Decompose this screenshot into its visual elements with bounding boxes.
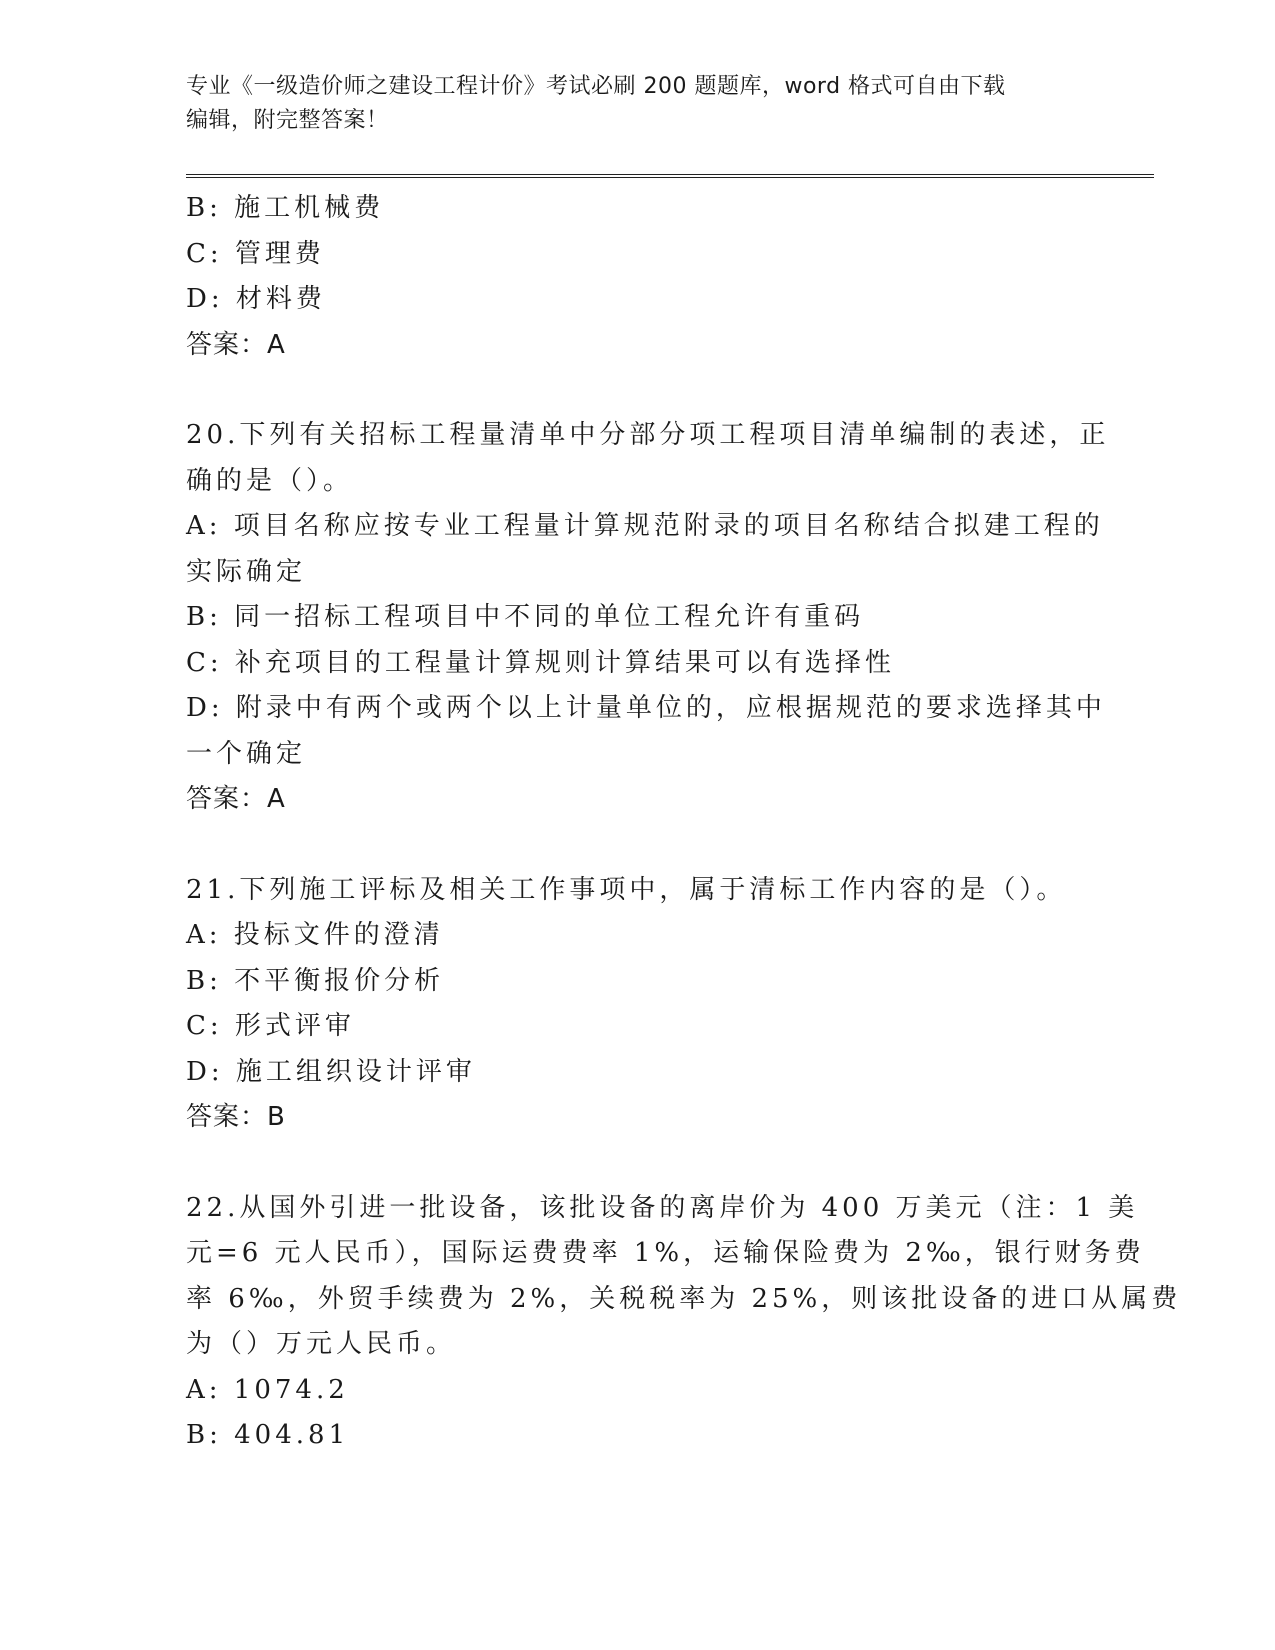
option-d: D: 施工组织设计评审 <box>186 1056 476 1087</box>
option-d: D: 材料费 <box>186 284 326 314</box>
option-b: B: 同一招标工程项目中不同的单位工程允许有重码 <box>186 602 865 632</box>
option-a-continued: 实际确定 <box>186 556 307 587</box>
question-stem: 21.下列施工评标及相关工作事项中，属于清标工作内容的是（）。 <box>186 874 1067 905</box>
spacer <box>186 368 1156 413</box>
header-divider <box>186 174 1154 178</box>
question-stem-continued: 率 6‰，外贸手续费为 2%，关税税率为 25%，则该批设备的进口从属费 <box>186 1283 1182 1314</box>
spacer <box>186 823 1156 868</box>
option-a: A: 投标文件的澄清 <box>186 920 444 950</box>
answer-line <box>186 323 1156 369</box>
previous-question-tail <box>186 186 1156 368</box>
document-page <box>186 70 1182 1459</box>
header-title-line-2: 编辑，附完整答案！ <box>186 108 389 133</box>
answer-value: A <box>267 329 286 360</box>
option-b: B: 不平衡报价分析 <box>186 965 445 996</box>
option-b: B: 404.81 <box>186 1420 350 1450</box>
question-21 <box>186 868 1156 1141</box>
option-d: D: 附录中有两个或两个以上计量单位的，应根据规范的要求选择其中 <box>186 693 1106 723</box>
question-stem: 20.下列有关招标工程量清单中分部分项工程项目清单编制的表述，正 <box>186 420 1110 450</box>
question-stem-continued: 确的是（）。 <box>186 465 354 496</box>
answer-value: B <box>267 1102 286 1132</box>
option-c: C: 补充项目的工程量计算规则计算结果可以有选择性 <box>186 647 895 678</box>
option-c: C: 管理费 <box>186 238 325 269</box>
option-a: A: 1074.2 <box>186 1374 349 1405</box>
question-stem-continued: 为（）万元人民币。 <box>186 1329 457 1359</box>
answer-value: A <box>267 784 286 814</box>
header-title-line-1: 专业《一级造价师之建设工程计价》考试必刷 200 题题库，word 格式可自由下载 <box>186 74 1006 99</box>
question-stem: 22.从国外引进一批设备，该批设备的离岸价为 400 万美元（注：1 美 <box>186 1192 1139 1223</box>
spacer <box>186 1141 1156 1186</box>
answer-label: 答案： <box>186 784 268 814</box>
answer-label: 答案： <box>186 329 268 360</box>
option-d-continued: 一个确定 <box>186 738 307 769</box>
answer-label: 答案： <box>186 1102 268 1132</box>
question-stem-continued: 元=6 元人民币），国际运费费率 1%，运输保险费为 2‰，银行财务费 <box>186 1238 1145 1268</box>
option-b: B: 施工机械费 <box>186 193 385 223</box>
answer-line <box>186 777 1156 823</box>
option-a: A: 项目名称应按专业工程量计算规范附录的项目名称结合拟建工程的 <box>186 511 1104 541</box>
option-c: C: 形式评审 <box>186 1011 355 1041</box>
question-22 <box>186 1186 1182 1459</box>
answer-line <box>186 1095 1156 1141</box>
question-20 <box>186 413 1156 823</box>
document-header <box>186 70 1066 138</box>
